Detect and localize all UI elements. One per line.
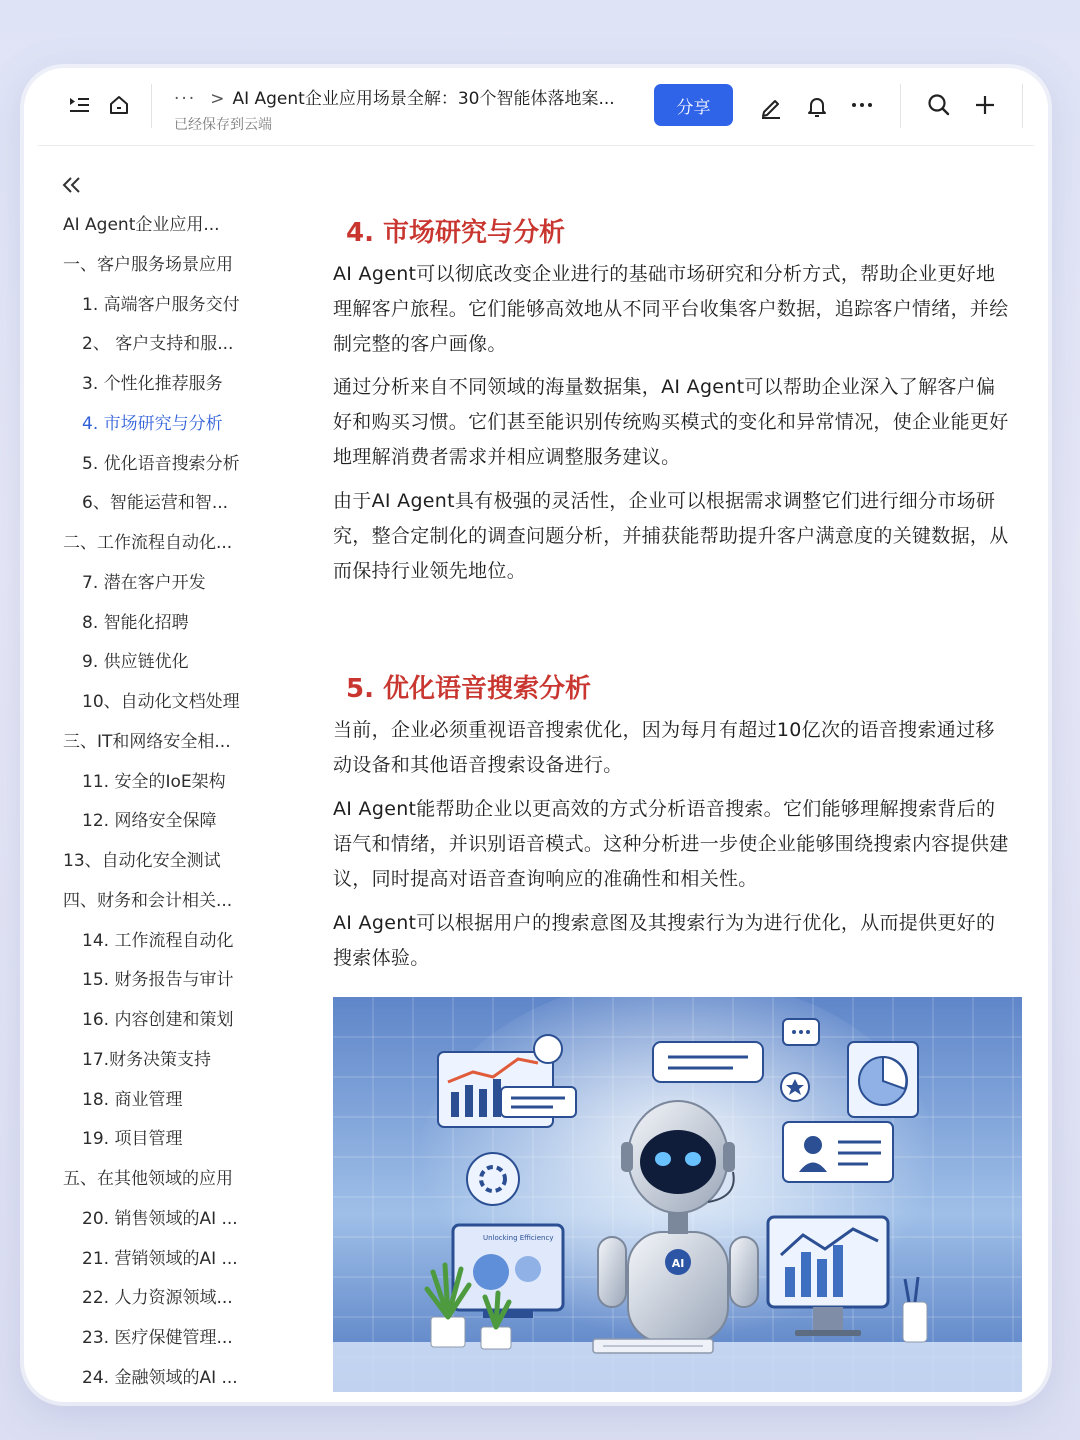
- toc-item[interactable]: 19. 项目管理: [82, 1129, 183, 1150]
- breadcrumb: [174, 84, 615, 109]
- more-icon[interactable]: [849, 92, 875, 118]
- toc-item[interactable]: 五、在其他领域的应用: [63, 1169, 233, 1189]
- toc-item[interactable]: AI Agent企业应用...: [63, 215, 220, 235]
- toc-item[interactable]: 3. 个性化推荐服务: [82, 374, 223, 394]
- toc-item[interactable]: 6、智能运营和智...: [82, 493, 229, 514]
- paragraph: 由于AI Agent具有极强的灵活性，企业可以根据需求调整它们进行细分市场研究，整合定制化的调查问题分析，并捕获能帮助提升客户满意度的关键数据，从而保持行业领先地位。: [333, 490, 1009, 582]
- paragraph: AI Agent可以彻底改变企业进行的基础市场研究和分析方式，帮助企业更好地理解客户旅程。它们能够高效地从不同平台收集客户数据，追踪客户情绪，并绘制完整的客户画像。: [333, 263, 1009, 355]
- outline-toggle-icon[interactable]: [66, 92, 92, 118]
- chevron-right-icon: >: [210, 89, 225, 109]
- home-icon[interactable]: [106, 92, 132, 118]
- toc-item[interactable]: 一、客户服务场景应用: [63, 254, 233, 275]
- toc-item[interactable]: 21. 营销领域的AI ...: [82, 1248, 238, 1269]
- plus-icon[interactable]: [972, 92, 998, 118]
- toc-item[interactable]: 11. 安全的IoE架构: [82, 771, 226, 792]
- toc-item[interactable]: 24. 金融领域的AI ...: [82, 1367, 238, 1388]
- robot-badge: AI: [671, 1257, 685, 1270]
- toc-item[interactable]: 13、自动化安全测试: [63, 851, 221, 871]
- share-button[interactable]: 分享: [654, 84, 733, 126]
- section-heading: 4. 市场研究与分析: [346, 218, 566, 248]
- toc-item[interactable]: 四、财务和会计相关...: [63, 890, 233, 911]
- paragraph: AI Agent可以根据用户的搜索意图及其搜索行为为进行优化，从而提供更好的搜索体验。: [333, 912, 996, 969]
- breadcrumb-more[interactable]: ···: [174, 89, 197, 109]
- toc-item[interactable]: 17.财务决策支持: [82, 1049, 212, 1070]
- paragraph: AI Agent能帮助企业以更高效的方式分析语音搜索。它们能够理解搜索背后的语气和情绪，并识别语音模式。这种分析进一步使企业能够围绕搜索内容提供建议，同时提高对语音查询响应的准确性和相关性。: [333, 798, 1009, 890]
- toc-item[interactable]: 15. 财务报告与审计: [82, 970, 234, 991]
- toc-item[interactable]: 12. 网络安全保障: [82, 811, 217, 832]
- table-of-contents: [63, 206, 303, 1399]
- toc-item[interactable]: 2、 客户支持和服...: [82, 334, 234, 355]
- doc-title[interactable]: AI Agent企业应用场景全解：30个智能体落地案...: [232, 89, 615, 109]
- toolbar-divider: [151, 84, 152, 128]
- toc-item[interactable]: 9. 供应链优化: [82, 652, 189, 673]
- toc-item[interactable]: 4. 市场研究与分析: [82, 413, 223, 434]
- toc-item[interactable]: 1. 高端客户服务交付: [82, 294, 240, 315]
- double-chevron-left-icon[interactable]: [60, 174, 86, 200]
- paragraph: 通过分析来自不同领域的海量数据集，AI Agent可以帮助企业深入了解客户偏好和购买习惯。它们甚至能识别传统购买模式的变化和异常情况，使企业能更好地理解消费者需求并相应调整服务建议。: [333, 376, 1009, 468]
- toc-item[interactable]: 20. 销售领域的AI ...: [82, 1208, 238, 1229]
- toc-item[interactable]: 7. 潜在客户开发: [82, 572, 206, 593]
- screen-caption: Unlocking Efficiency: [483, 1234, 554, 1242]
- toc-item[interactable]: 22. 人力资源领域...: [82, 1288, 233, 1309]
- toc-item[interactable]: 10、自动化文档处理: [82, 692, 240, 712]
- section-heading: 5. 优化语音搜索分析: [346, 674, 592, 704]
- save-status: 已经保存到云端: [174, 117, 272, 133]
- pencil-icon[interactable]: [758, 94, 784, 120]
- top-toolbar: [24, 68, 1048, 144]
- toc-item[interactable]: 三、IT和网络安全相...: [63, 731, 231, 752]
- toc-item[interactable]: 二、工作流程自动化...: [63, 533, 233, 553]
- document-window: [24, 68, 1048, 1402]
- toc-item[interactable]: 16. 内容创建和策划: [82, 1010, 234, 1030]
- header-divider: [38, 145, 1034, 146]
- toolbar-divider: [900, 84, 901, 128]
- toc-item[interactable]: 14. 工作流程自动化: [82, 930, 234, 951]
- search-icon[interactable]: [926, 92, 952, 118]
- toc-item[interactable]: 8. 智能化招聘: [82, 612, 189, 633]
- toc-item[interactable]: 18. 商业管理: [82, 1089, 183, 1110]
- ai-robot-illustration: [333, 997, 1022, 1392]
- paragraph: 当前，企业必须重视语音搜索优化，因为每月有超过10亿次的语音搜索通过移动设备和其他语音搜索设备进行。: [333, 719, 995, 776]
- toc-item[interactable]: 23. 医疗保健管理...: [82, 1328, 233, 1348]
- toolbar-divider: [1022, 84, 1023, 128]
- bell-icon[interactable]: [804, 93, 830, 119]
- toc-item[interactable]: 5. 优化语音搜索分析: [82, 453, 240, 474]
